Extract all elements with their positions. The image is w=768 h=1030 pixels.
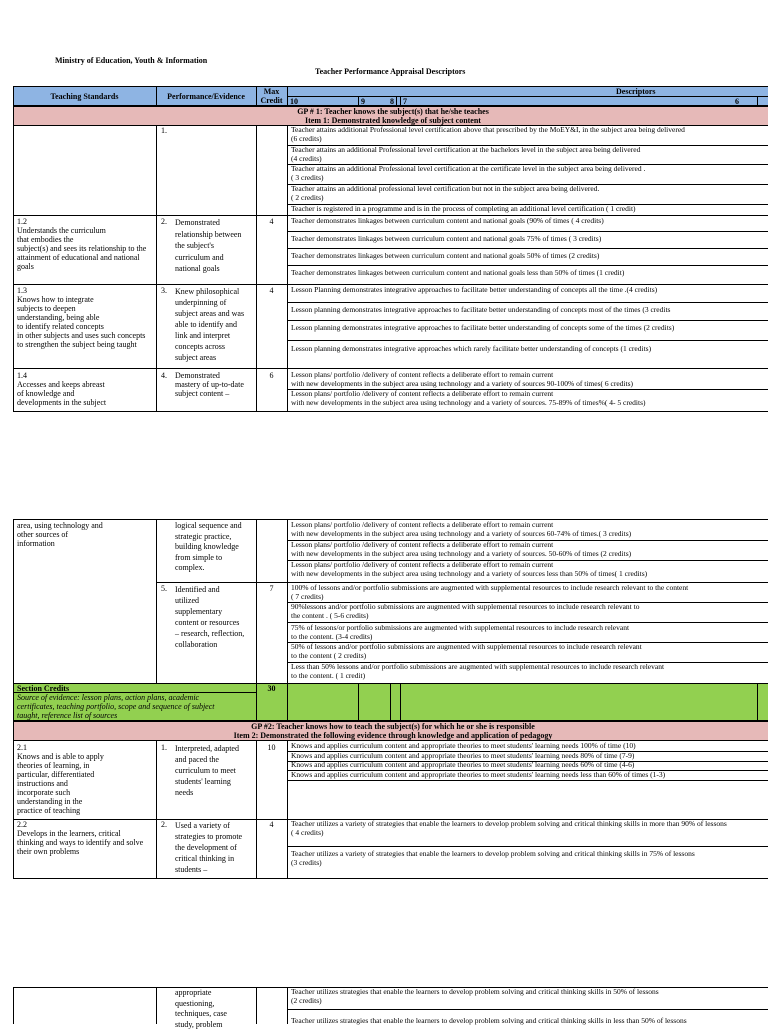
block4-num: 4. <box>161 371 167 380</box>
block4-standard: 1.4 Accesses and keeps abreast of knowledge and developments in the subject <box>17 371 107 407</box>
block4-credit: 6 <box>269 371 274 380</box>
block2-desc-1: Teacher demonstrates linkages between curriculum content and national goals (90% of times ( 4 credits) <box>291 216 604 225</box>
ministry-heading: Ministry of Education, Youth & Information <box>55 56 208 65</box>
col-header-7: 7 <box>403 97 407 106</box>
col-header-evidence: Performance/Evidence <box>167 92 245 101</box>
block21-evidence: Interpreted, adapted and paced the curriculum to meet students' learning needs <box>175 744 239 797</box>
section-credits-label: Section Credits <box>17 684 70 693</box>
block3-num: 3. <box>161 286 167 295</box>
col-header-9: 9 <box>361 97 365 106</box>
block1-evidence-num: 1. <box>161 126 167 135</box>
block2-evidence: Demonstrated relationship between the subject's curriculum and national goals <box>175 218 242 273</box>
document-title: Teacher Performance Appraisal Descriptors <box>315 67 466 76</box>
gp2-title: GP #2: Teacher knows how to teach the subject(s) for which he or she is responsible <box>251 722 535 731</box>
block5-desc-2: 90%lessons and/or portfolio submissions are augmented with supplemental resources to include research relevant to the content . ( 5-6 credits) <box>291 602 640 620</box>
p3-desc-1: Teacher utilizes strategies that enable the learners to develop problem solving and critical thinking skills in 50% of lessons (2 credits) <box>291 987 659 1005</box>
block3-evidence: Knew philosophical underpinning of subject areas and was able to identify and link and interpret concepts across subject areas <box>175 287 245 362</box>
p2-desc-2: Lesson plans/ portfolio /delivery of content reflects a deliberate effort to remain current with new developments in the subject area using technology and a variety of sources. 50-60% of times (2 credits) <box>291 540 632 558</box>
block5-evidence: Identified and utilized supplementary content or resources – research, reflection, collaboration <box>175 585 245 649</box>
block1-desc-1: Teacher attains additional Professional level certification above that prescribed by the MoEY&I, in the subject area being delivered (6 credits) <box>291 125 685 143</box>
gp2-item: Item 2: Demonstrated the following evidence through knowledge and application of pedagogy <box>233 731 553 740</box>
block5-desc-5: Less than 50% lessons and/or portfolio submissions are augmented with supplemental resources to include research relevant to the content. ( 1 credit) <box>291 662 665 680</box>
block5-desc-1: 100% of lessons and/or portfolio submissions are augmented with supplemental resources to include research relevant to the content ( 7 credits) <box>291 583 689 601</box>
block2-desc-3: Teacher demonstrates linkages between curriculum content and national goals 50% of times (2 credits) <box>291 251 600 260</box>
block3-credit: 4 <box>269 286 274 295</box>
col-header-descriptors: Descriptors <box>616 87 656 96</box>
col-header-max-credit: Max Credit <box>260 87 283 105</box>
col-header-standards: Teaching Standards <box>50 92 119 101</box>
block2-standard: 1.2 Understands the curriculum that embodies the subject(s) and sees its relationship to the attainment of educational and national goals <box>17 217 147 271</box>
col-header-6: 6 <box>735 97 739 106</box>
block21-desc-2: Knows and applies curriculum content and appropriate theories to meet students' learning needs 80% of time (7-9) <box>291 751 635 760</box>
block3-standard: 1.3 Knows how to integrate subjects to deepen understanding, being able to identify related concepts in other subjects and uses such concepts to strengthen the subject being taught <box>17 286 146 349</box>
block4-evidence: Demonstrated mastery of up-to-date subject content – <box>175 371 244 398</box>
block5-credit: 7 <box>269 584 274 593</box>
p2-standard-cont: area, using technology and other sources of information <box>17 521 103 548</box>
section-credits-total: 30 <box>267 684 276 693</box>
block3-desc-2: Lesson planning demonstrates integrative approaches to facilitate better understanding of concepts most of the times (3 credits <box>291 305 671 314</box>
p3-desc-2: Teacher utilizes strategies that enable the learners to develop problem solving and critical thinking skills in less than 50% of lessons <box>291 1016 687 1025</box>
block22-credit: 4 <box>269 820 274 829</box>
p2-desc-3: Lesson plans/ portfolio /delivery of content reflects a deliberate effort to remain current with new developments in the subject area using technology and a variety of sources less than 50% of times( 1 credits) <box>291 560 648 578</box>
block21-desc-4: Knows and applies curriculum content and appropriate theories to meet students' learning needs less than 60% of times (1-3) <box>291 770 666 779</box>
block2-desc-2: Teacher demonstrates linkages between curriculum content and national goals 75% of times ( 3 credits) <box>291 234 602 243</box>
block5-desc-3: 75% of lessons/or portfolio submissions are augmented with supplemental resources to include research relevant to the content. (3-4 credits) <box>291 623 630 641</box>
block21-desc-1: Knows and applies curriculum content and appropriate theories to meet students' learning needs 100% of time (10) <box>291 741 636 750</box>
block4-desc-1: Lesson plans/ portfolio /delivery of content reflects a deliberate effort to remain current with new developments in the subject area using technology and a variety of sources 90-100% of times( 6 credits) <box>291 370 633 388</box>
block3-desc-3: Lesson planning demonstrates integrative approaches to facilitate better understanding of concepts some of the times (2 credits) <box>291 323 675 332</box>
source-of-evidence: Source of evidence: lesson plans, action plans, academic certificates, teaching portfolio, scope and sequence of subject taught, reference list of sources <box>17 693 215 720</box>
block3-desc-4: Lesson planning demonstrates integrative approaches which rarely facilitate better understanding of concepts (1 credits) <box>291 344 652 353</box>
block22-desc-2: Teacher utilizes a variety of strategies that enable the learners to develop problem solving and critical thinking skills in 75% of lessons (3 credits) <box>291 849 695 867</box>
col-header-10: 10 <box>290 97 298 106</box>
block1-desc-2: Teacher attains an additional Professional level certification at the bachelors level in the subject area being delivered (4 credits) <box>291 145 641 163</box>
block1-desc-4: Teacher attains an additional professional level certification but not in the subject area being delivered. ( 2 credits) <box>291 184 600 202</box>
block21-desc-3: Knows and applies curriculum content and appropriate theories to meet students' learning needs 60% of time (4-6) <box>291 760 635 769</box>
block21-standard: 2.1 Knows and is able to apply theories of learning, in particular, differentiated instructions and incorporate such understanding in the practice of teaching <box>17 743 104 815</box>
p3-evidence-cont: appropriate questioning, techniques, case study, problem <box>175 988 227 1029</box>
block2-num: 2. <box>161 217 167 226</box>
block1-desc-5: Teacher is registered in a programme and is in the process of completing an additional level certification ( 1 credit) <box>291 204 636 213</box>
p2-desc-1: Lesson plans/ portfolio /delivery of content reflects a deliberate effort to remain current with new developments in the subject area using technology and a variety of sources 60-74% of times.( 3 credits) <box>291 520 632 538</box>
block21-num: 1. <box>161 743 167 752</box>
gp1-title: GP # 1: Teacher knows the subject(s) that he/she teaches <box>297 107 489 116</box>
col-header-8: 8 <box>390 97 394 106</box>
block5-num: 5. <box>161 584 167 593</box>
block4-desc-2: Lesson plans/ portfolio /delivery of content reflects a deliberate effort to remain current with new developments in the subject area using technology and a variety of sources. 75-89% of times%( 4- 5 credits) <box>291 389 646 407</box>
block2-credit: 4 <box>269 217 274 226</box>
block3-desc-1: Lesson Planning demonstrates integrative approaches to facilitate better understanding of concepts all the time .(4 credits) <box>291 285 658 294</box>
block22-evidence: Used a variety of strategies to promote the development of critical thinking in students – <box>175 821 243 874</box>
block21-credit: 10 <box>267 743 276 752</box>
p2-evidence-cont: logical sequence and strategic practice, building knowledge from simple to complex. <box>175 521 242 572</box>
block5-desc-4: 50% of lessons and/or portfolio submissions are augmented with supplemental resources to include research relevant to the content ( 2 credits) <box>291 642 642 660</box>
block22-num: 2. <box>161 820 167 829</box>
gp1-item: Item 1: Demonstrated knowledge of subject content <box>305 116 481 125</box>
block2-desc-4: Teacher demonstrates linkages between curriculum content and national goals less than 50% of times (1 credit) <box>291 268 625 277</box>
block1-desc-3: Teacher attains an additional Professional level certification at the certificate level in the subject area being delivered . ( 3 credits) <box>291 164 646 182</box>
block22-standard: 2.2 Develops in the learners, critical thinking and ways to identify and solve their own problems <box>17 820 144 856</box>
block22-desc-1: Teacher utilizes a variety of strategies that enable the learners to develop problem solving and critical thinking skills in more than 90% of lessons ( 4 credits) <box>291 819 727 837</box>
